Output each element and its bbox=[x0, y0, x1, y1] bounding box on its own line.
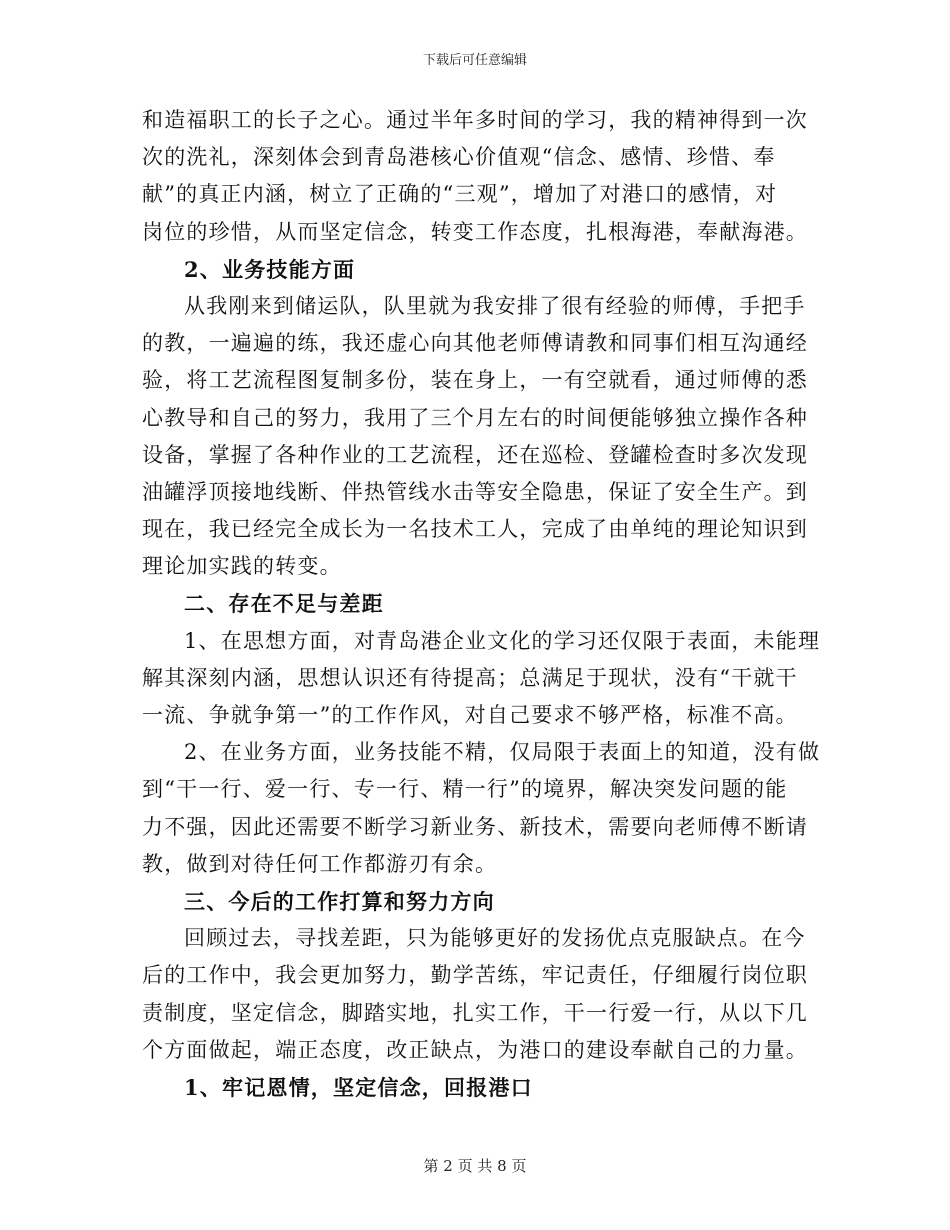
text-line: 后的工作中，我会更加努力，勤学苦练，牢记责任，仔细履行岗位职 bbox=[142, 963, 808, 988]
text-line: 和造福职工的长子之心。通过半年多时间的学习，我的精神得到一次 bbox=[142, 108, 808, 132]
text-line: 从我刚来到储运队，队里就为我安排了很有经验的师傅，手把手 bbox=[184, 293, 806, 318]
text-line: 解其深刻内涵，思想认识还有待提高；总满足于现状，没有“干就干 bbox=[142, 665, 798, 690]
text-line: 油罐浮顶接地线断、伴热管线水击等安全隐患，保证了安全生产。到 bbox=[142, 479, 808, 504]
text-line: 理论加实践的转变。 bbox=[142, 554, 342, 579]
text-line: 教，做到对待任何工作都游刃有余。 bbox=[142, 851, 498, 876]
text-line: 个方面做起，端正态度，改正缺点，为港口的建设奉献自己的力量。 bbox=[142, 1037, 808, 1062]
section-heading: 1、牢记恩情，坚定信念，回报港口 bbox=[184, 1074, 533, 1100]
text-line: 次的洗礼，深刻体会到青岛港核心价值观“信念、感情、珍惜、奉 bbox=[142, 145, 776, 170]
text-line: 岗位的珍惜，从而坚定信念，转变工作态度，扎根海港，奉献海港。 bbox=[142, 219, 808, 244]
text-line: 心教导和自己的努力，我用了三个月左右的时间便能够独立操作各种 bbox=[142, 405, 808, 430]
document-body bbox=[142, 102, 821, 1106]
text-line: 一流、争就争第一”的工作作风，对自己要求不够严格，标准不高。 bbox=[142, 703, 798, 727]
text-line: 现在，我已经完全成长为一名技术工人，完成了由单纯的理论知识到 bbox=[142, 517, 808, 542]
text-line: 1、在思想方面，对青岛港企业文化的学习还仅限于表面，未能理 bbox=[184, 628, 821, 653]
text-line: 验，将工艺流程图复制多份，装在身上，一有空就看，通过师傅的悉 bbox=[142, 368, 808, 393]
page-number: 第 2 页 共 8 页 bbox=[423, 1157, 527, 1175]
page-header-note: 下载后可任意编辑 bbox=[422, 53, 527, 68]
text-line: 回顾过去，寻找差距，只为能够更好的发扬优点克服缺点。在今 bbox=[184, 926, 806, 951]
section-heading: 三、今后的工作打算和努力方向 bbox=[184, 888, 495, 914]
text-line: 责制度，坚定信念，脚踏实地，扎实工作，干一行爱一行，从以下几 bbox=[142, 1000, 808, 1025]
section-heading: 2、业务技能方面 bbox=[184, 256, 356, 282]
text-line: 献”的真正内涵，树立了正确的“三观”，增加了对港口的感情，对 bbox=[142, 182, 778, 207]
text-line: 到“干一行、爱一行、专一行、精一行”的境界，解决突发问题的能 bbox=[142, 777, 788, 802]
text-line: 设备，掌握了各种作业的工艺流程，还在巡检、登罐检查时多次发现 bbox=[142, 442, 808, 467]
text-line: 2、在业务方面，业务技能不精，仅局限于表面上的知道，没有做 bbox=[184, 740, 821, 765]
section-heading: 二、存在不足与差距 bbox=[184, 591, 384, 617]
text-line: 的教，一遍遍的练，我还虚心向其他老师傅请教和同事们相互沟通经 bbox=[142, 331, 808, 356]
text-line: 力不强，因此还需要不断学习新业务、新技术，需要向老师傅不断请 bbox=[142, 814, 808, 839]
